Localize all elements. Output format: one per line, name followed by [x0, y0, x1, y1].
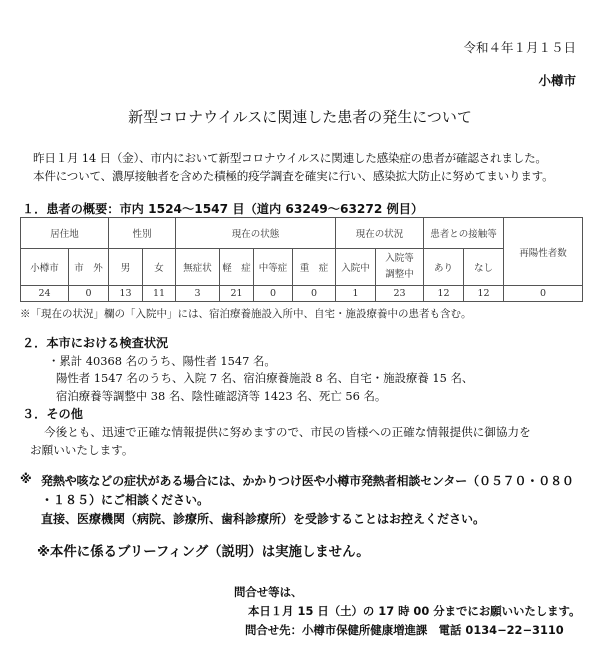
- section-3-heading: ３．その他: [22, 407, 83, 421]
- value-adjusting: 23: [376, 286, 424, 302]
- col-mild: 軽 症: [220, 249, 254, 286]
- header-contact: 患者との接触等: [424, 218, 504, 249]
- notice-mark: ※: [20, 472, 32, 486]
- col-hospitalized: 入院中: [336, 249, 376, 286]
- briefing-notice: ※本件に係るブリーフィング（説明）は実施しません。: [37, 545, 370, 560]
- value-male: 13: [109, 286, 143, 302]
- col-male: 男: [109, 249, 143, 286]
- value-mild: 21: [220, 286, 254, 302]
- header-sex: 性別: [109, 218, 176, 249]
- col-adjusting: [376, 249, 424, 286]
- contact-line-1: 問合せ等は、: [234, 585, 303, 599]
- value-hospitalized: 1: [336, 286, 376, 302]
- value-contact-yes: 12: [424, 286, 464, 302]
- value-contact-no: 12: [464, 286, 504, 302]
- col-contact-yes: あり: [424, 249, 464, 286]
- table-note: ※「現在の状況」欄の「入院中」には、宿泊療養施設入所中、自宅・施設療養中の患者も含む。: [20, 308, 472, 320]
- col-female: 女: [143, 249, 176, 286]
- intro-line-2: 本件について、濃厚接触者を含めた積極的疫学調査を確実に行い、感染拡大防止に努めてまいります。: [33, 169, 554, 183]
- col-contact-no: なし: [464, 249, 504, 286]
- testing-breakdown-line-1: 陽性者 1547 名のうち、入院 7 名、宿泊療養施設 8 名、自宅・施設療養 15 名、: [56, 371, 474, 385]
- notice-line-1: 発熱や咳などの症状がある場合には、かかりつけ医や小樽市発熱者相談センター（０５７０・０８０: [41, 474, 574, 488]
- header-status: 現在の状況: [336, 218, 424, 249]
- contact-office-phone: 問合せ先：小樽市保健所健康増進課 電話 0134−22−3110: [245, 623, 564, 637]
- header-condition: 現在の状態: [176, 218, 336, 249]
- col-severe: 重 症: [293, 249, 336, 286]
- header-repositive: 再陽性者数: [504, 218, 583, 286]
- col-outside: 市 外: [69, 249, 109, 286]
- col-moderate: 中等症: [254, 249, 293, 286]
- contact-deadline: 本日１月 15 日（土）の 17 時 00 分までにお願いいたします。: [248, 604, 581, 618]
- intro-line-1: 昨日１月 14 日（金）、市内において新型コロナウイルスに関連した感染症の患者が確認されました。: [33, 151, 547, 165]
- other-line-2: お願いいたします。: [30, 443, 134, 457]
- patient-summary-table: [20, 217, 583, 302]
- header-residence: 居住地: [21, 218, 109, 249]
- value-asymptomatic: 3: [176, 286, 220, 302]
- col-asymptomatic: 無症状: [176, 249, 220, 286]
- notice-line-2: ・１８５）にご相談ください。: [41, 493, 210, 507]
- table-row: [21, 286, 583, 302]
- notice-line-3: 直接、医療機関（病院、診療所、歯科診療所）を受診することはお控えください。: [41, 512, 486, 526]
- value-otaru: 24: [21, 286, 69, 302]
- section-1-heading: １．患者の概要：市内 1524〜1547 目（道内 63249〜63272 例目）: [22, 202, 424, 216]
- value-repositive: 0: [504, 286, 583, 302]
- table-group-header-row: [21, 218, 583, 249]
- organization-name: 小樽市: [538, 73, 576, 88]
- value-moderate: 0: [254, 286, 293, 302]
- col-adjusting-line-2: 調整中: [385, 269, 414, 280]
- release-date: 令和４年１月１５日: [463, 40, 576, 55]
- testing-total-line: ・累計 40368 名のうち、陽性者 1547 名。: [48, 354, 276, 368]
- document-title: 新型コロナウイルスに関連した患者の発生について: [128, 108, 472, 126]
- table-column-header-row: [21, 249, 583, 286]
- value-female: 11: [143, 286, 176, 302]
- value-severe: 0: [293, 286, 336, 302]
- section-2-heading: ２．本市における検査状況: [22, 336, 169, 350]
- col-otaru: 小樽市: [21, 249, 69, 286]
- col-adjusting-line-1: 入院等: [385, 253, 414, 264]
- value-outside: 0: [69, 286, 109, 302]
- other-line-1: 今後とも、迅速で正確な情報提供に努めますので、市民の皆様への正確な情報提供に御協力を: [44, 425, 531, 439]
- testing-breakdown-line-2: 宿泊療養等調整中 38 名、陰性確認済等 1423 名、死亡 56 名。: [56, 389, 387, 403]
